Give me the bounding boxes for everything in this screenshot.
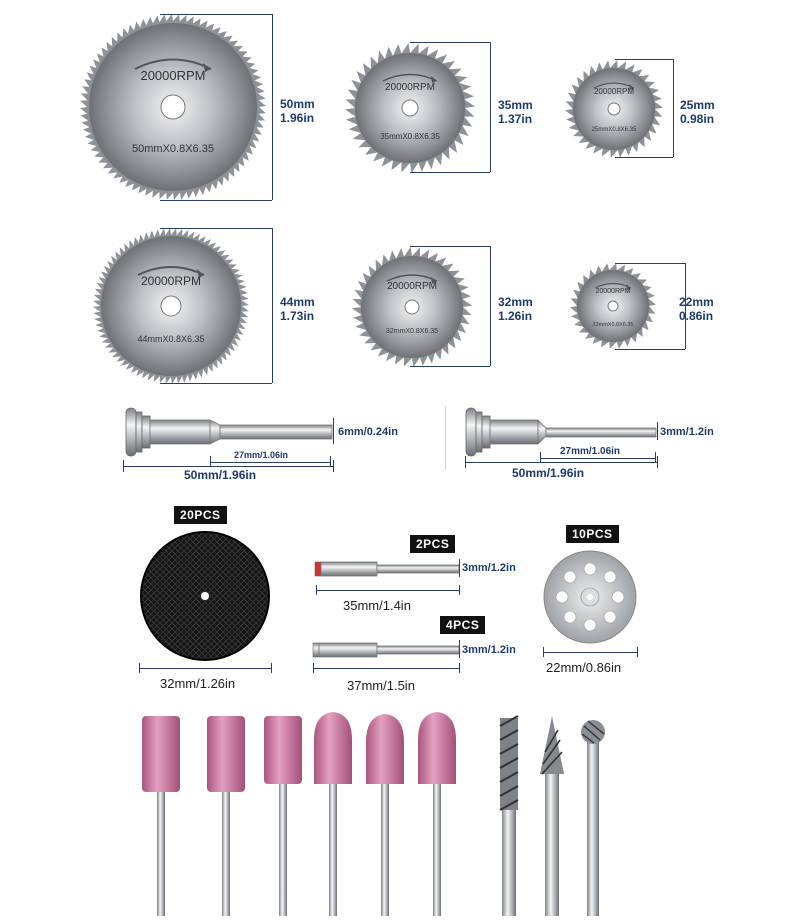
mandrel-shank: 27mm/1.06in	[234, 450, 289, 460]
grinding-stones	[140, 712, 480, 916]
mandrel-diameter: 3mm/1.2in	[462, 644, 516, 656]
saw-blade-35mm	[345, 43, 475, 173]
circular-saw-blade-icon	[93, 228, 249, 384]
count-badge: 2PCS	[410, 535, 455, 553]
blade-spec: 44mmX0.8X6.35	[137, 334, 205, 344]
size-label: 22mm/0.86in	[546, 660, 622, 675]
mandrel-icon	[314, 560, 460, 578]
dimension-label: 25mm 0.98in	[680, 98, 715, 126]
mandrel-length: 50mm/1.96in	[512, 466, 585, 480]
blade-spec: 22mmX0.8X6.35	[592, 322, 634, 328]
dimension-label: 50mm 1.96in	[280, 97, 315, 125]
blade-rpm: 20000RPM	[593, 87, 635, 96]
diamond-wheel	[543, 550, 637, 644]
blade-rpm: 20000RPM	[384, 82, 436, 93]
circular-saw-blade-icon	[345, 43, 475, 173]
cutoff-wheel	[139, 530, 271, 662]
cutoff-wheel-icon	[139, 530, 271, 662]
dimension-label: 22mm 0.86in	[679, 295, 714, 323]
diamond-wheel-icon	[543, 550, 637, 644]
mandrel-icon	[312, 641, 460, 659]
mandrel-diameter: 6mm/0.24in	[338, 426, 398, 438]
blade-rpm: 20000RPM	[386, 281, 438, 292]
carbide-burrs	[490, 712, 620, 916]
blade-rpm: 20000RPM	[140, 68, 206, 83]
blade-spec: 35mmX0.8X6.35	[380, 132, 440, 141]
blade-spec: 32mmX0.8X6.35	[385, 328, 439, 335]
mandrel-long	[312, 641, 460, 659]
saw-blade-32mm	[352, 247, 472, 367]
blade-spec: 25mmX0.8X6.35	[591, 127, 637, 133]
circular-saw-blade-icon	[570, 263, 656, 349]
count-badge: 20PCS	[174, 506, 227, 524]
length-label: 35mm/1.4in	[343, 598, 411, 613]
circular-saw-blade-icon	[352, 247, 472, 367]
dimension-label: 32mm 1.26in	[498, 295, 533, 323]
blade-rpm: 20000RPM	[595, 288, 631, 295]
carbide-burr-icon	[490, 712, 620, 916]
saw-blade-44mm	[93, 228, 249, 384]
circular-saw-blade-icon	[565, 60, 663, 158]
mandrel-short	[314, 560, 460, 578]
dimension-label: 35mm 1.37in	[498, 98, 533, 126]
size-label: 32mm/1.26in	[160, 676, 236, 691]
circular-saw-blade-icon	[80, 14, 266, 200]
mandrel-length: 50mm/1.96in	[184, 468, 257, 482]
grinding-stone-icon	[140, 712, 480, 916]
count-badge: 4PCS	[440, 616, 485, 634]
blade-spec: 50mmX0.8X6.35	[132, 143, 214, 155]
count-badge: 10PCS	[566, 525, 619, 543]
mandrel-diameter: 3mm/1.2in	[462, 562, 516, 574]
mandrel-icon	[120, 404, 335, 460]
dimension-label: 44mm 1.73in	[280, 295, 315, 323]
saw-blade-22mm	[570, 263, 656, 349]
mandrel-6mm	[120, 404, 335, 460]
mandrel-diameter: 3mm/1.2in	[660, 426, 714, 438]
length-label: 37mm/1.5in	[347, 678, 415, 693]
blade-rpm: 20000RPM	[140, 274, 202, 288]
saw-blade-50mm	[80, 14, 266, 200]
saw-blade-25mm	[565, 60, 663, 158]
mandrel-shank: 27mm/1.06in	[560, 446, 621, 457]
